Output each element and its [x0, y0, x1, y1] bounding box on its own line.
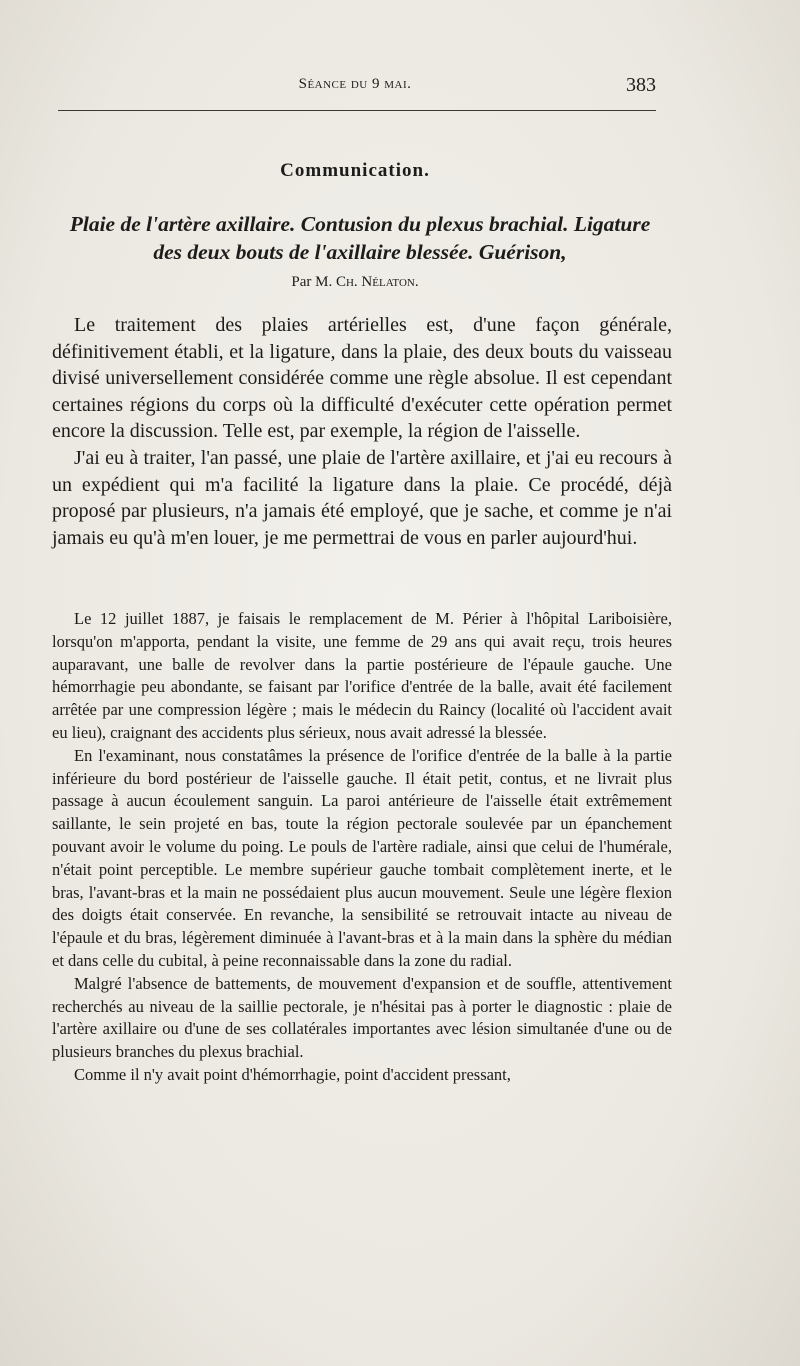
page-number: 383	[626, 74, 656, 96]
paragraph: J'ai eu à traiter, l'an passé, une plaie de l'artère axillaire, et j'ai eu recours à un expédient qui m'a facilité la ligature dans la plaie. Ce procédé, déjà proposé par plusieurs, n'a jamais été employé, que je sache, et comme je n'ai jamais eu qu'à m'en louer, je me permettrai de vous en parler aujourd'hui.	[52, 446, 672, 549]
byline	[0, 274, 710, 291]
byline-prefix: Par M.	[291, 274, 333, 290]
article-title-line-2: des deux bouts de l'axillaire blessée. Guérison,	[153, 240, 567, 264]
running-head	[54, 74, 656, 104]
paragraph: Malgré l'absence de battements, de mouvement d'expansion et de souffle, attentivement recherchés au niveau de la saillie pectorale, je n'hésitai pas à porter le diagnostic : plaie de l'artère axillaire ou d'une de ses collatérales importantes avec lésion simultanée d'une ou de plusieurs branches du plexus brachial.	[52, 973, 672, 1062]
paragraph: Le 12 juillet 1887, je faisais le remplacement de M. Périer à l'hôpital Lariboisière, lorsqu'on m'apporta, pendant la visite, une femme de 29 ans qui avait reçu, trois heures auparavant, une balle de revolver dans la partie postérieure de l'épaule gauche. Une hémorrhagie peu abondante, se faisant par l'orifice d'entrée de la balle, avait été facilement arrêtée par une compression légère ; mais le médecin du Raincy (localité où l'accident avait eu lieu), craignant des accidents plus sérieux, nous avait adressé la blessée.	[52, 609, 672, 742]
section-title: Communication.	[280, 160, 430, 181]
header-rule	[58, 110, 656, 111]
case-report-text	[52, 608, 672, 1087]
paragraph: Comme il n'y avait point d'hémorrhagie, point d'accident pressant,	[74, 1064, 511, 1084]
article-title	[52, 210, 668, 266]
paragraph: Le traitement des plaies artérielles est, d'une façon générale, définitivement établi, et la ligature, dans la plaie, des deux bouts du vaisseau divisé universellement considérée comme une règle absolue. Il est cependant certaines régions du corps où la difficulté d'exécuter cette opération permet encore la discussion. Telle est, par exemple, la région de l'aisselle.	[52, 314, 672, 443]
lead-text	[52, 312, 672, 551]
running-title: Séance du 9 mai.	[298, 76, 412, 92]
paragraph: En l'examinant, nous constatâmes la présence de l'orifice d'entrée de la balle à la partie inférieure du bord postérieur de l'aisselle gauche. Il était petit, contus, et ne livrait plus passage à aucun écoulement sanguin. La paroi antérieure de l'aisselle était extrêmement saillante, le sein projeté en bas, toute la région pectorale soulevée par un épanchement pouvant avoir le volume du poing. Le pouls de l'artère radiale, ainsi que celui de l'humérale, n'était point perceptible. Le membre supérieur gauche tombait complètement inerte, et le bras, l'avant-bras et la main ne possédaient plus aucun mouvement. Seule une légère flexion des doigts était conservée. En revanche, la sensibilité se retrouvait intacte au niveau de l'épaule et du bras, légèrement diminuée à l'avant-bras et à la main dans la sphère du médian et dans celle du cubital, à peine reconnaissable dans la zone du radial.	[52, 745, 672, 970]
article-title-line-1: Plaie de l'artère axillaire. Contusion du plexus brachial. Ligature	[69, 212, 651, 236]
byline-author: Ch. Nélaton.	[335, 274, 419, 290]
